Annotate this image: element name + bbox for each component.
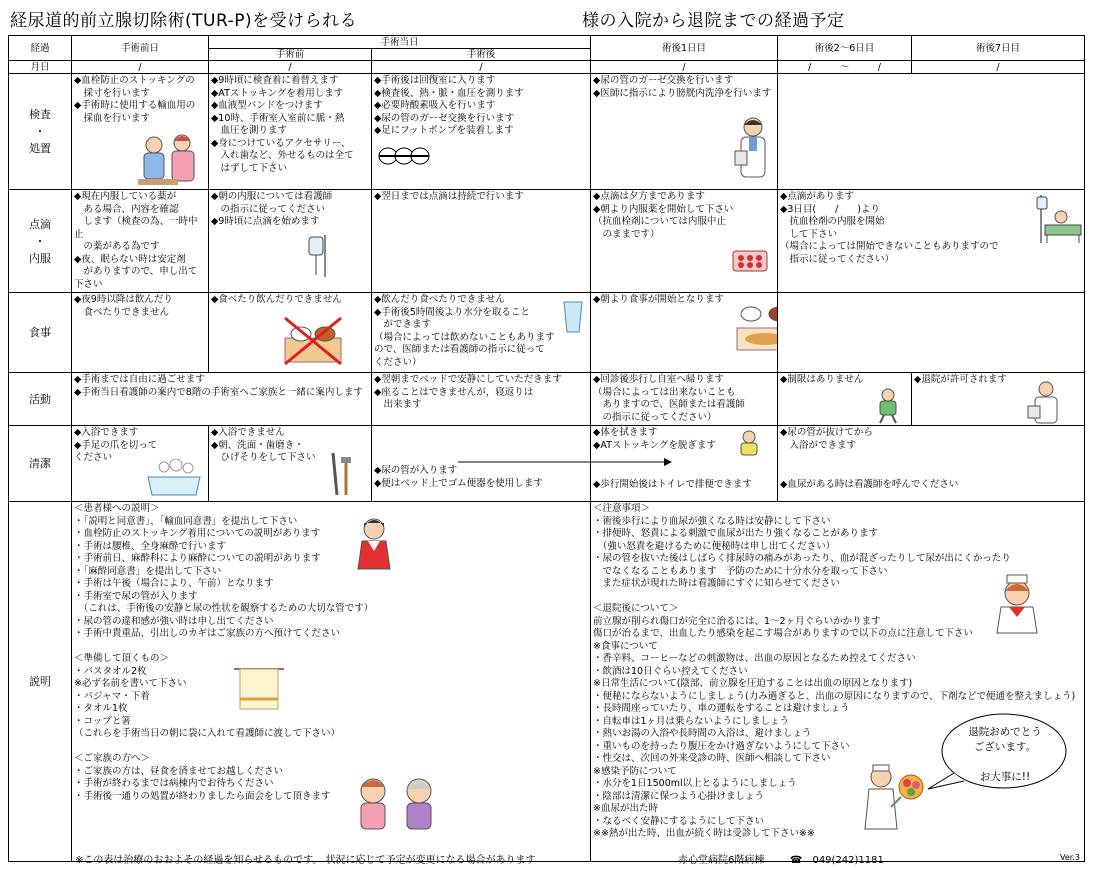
nurse-patient-illustration <box>134 133 204 188</box>
family-illustration <box>349 773 449 831</box>
water-glass-icon <box>562 300 584 334</box>
header-post7: 術後7日目 <box>912 36 1085 61</box>
seiketsu-post2-7-bottom: ◆血尿がある時は看護師を呼んでください <box>780 479 959 490</box>
row-label-kensa: 検査 ・ 処置 <box>29 108 51 155</box>
bubble-message: 退院おめでとう ございます。 お大事に!! <box>968 726 1042 783</box>
date-pre: / <box>72 61 209 74</box>
setsumei-right: ＜注意事項＞ ・術後歩行により血尿が強くなる時は安静にして下さい ・排便時、怒責による刺激で血尿が出たり強くなることがあります （強い怒責を避けるために便秘時は申し出てください） ・尿の管を抜いた後はしばらく排尿時の痛みがあったり、血が混ざったりして尿が出にくかったり でなくなることもあります 予防のために十分水分を取って下さい また症状が現れた時は看護師にすぐに知らせてください ＜退院後について＞ 前立腺が削られ傷口が完全に治るには、1～2ヶ月ぐらいかかります 傷口が治るまで、出血したり感染を起こす場合がありますので以下の点に注意して下さい ※食事について ・香辛料、コーヒーなどの刺激物は、出血の原因となるため控えてください ・飲酒は10日ぐらい控えてください ※日常生活について(陰部、前立腺を圧迫することは出血の原因となります) ・便秘にならないようにしましょう(力み過ぎると、出血の原因になりますので、下剤などで便通を整えましょう) ・長時間座っていたり、車の運転をすることは避けましょう ・自転車は1ヶ月は乗らないようにしましょう ・熱いお湯の入浴や長時間の入浴は、避けましょう ・重いものを持ったり腹圧をかけ過ぎないようにして下さい ・性交は、次回の外来受診の時、医師へ相談して下さい ※感染予防について ・水分を1日1500ml以上とるようにしましょう ・陰部は清潔に保つよう心掛けましょう ※血尿が出た時 ・なるべく安静にするようにして下さい ※※熱が出た時、出血が続く時は受診して下さい※※ <box>593 503 1076 839</box>
patient-bed-illustration <box>1035 195 1083 245</box>
katsudo-post2-6: ◆制限はありません <box>780 374 864 385</box>
iv-drip-icon <box>303 235 333 277</box>
row-label-katsudo: 活動 <box>29 392 51 406</box>
kensa-pre: ◆血栓防止のストッキングの 採寸を行います ◆手術時に使用する輸血用の 採血を行います <box>74 75 196 124</box>
body-wipe-illustration <box>735 429 763 457</box>
kensa-post1: ◆尿の管のガーゼ交換を行います ◆医師に指示により膀胱内洗浄を行います <box>593 75 772 99</box>
nurse-illustration <box>352 515 396 571</box>
tenteki-post1: ◆点滴は夕方まであります ◆朝より内服薬を開始して下さい （抗血栓剤については内服中止 のままです） <box>593 191 734 240</box>
footer-hospital: 赤心堂病院6階病棟 <box>678 855 765 866</box>
document-title: 経尿道的前立腺切除術(TUR-P)を受けられる <box>10 11 358 31</box>
tenteki-post2-7: ◆点滴があります ◆3日目( / )より 抗血栓剤の内服を開始 して下さい （場合によっては開始できないこともありますので 指示に従ってください） <box>780 191 999 265</box>
date-op-before: / <box>209 61 372 74</box>
tenteki-op-after: ◆翌日までは点滴は持続で行います <box>374 191 524 202</box>
row-label-shokuji: 食事 <box>29 326 51 339</box>
catheter-arrow <box>374 418 674 488</box>
meal-tray-illustration <box>733 302 778 352</box>
no-meal-illustration <box>281 314 345 366</box>
row-label-setsumei: 説明 <box>29 675 51 688</box>
seiketsu-op-after: ◆尿の管が入ります ◆便はベッド上でゴム便器を使用します <box>374 465 543 489</box>
header-post1: 術後1日目 <box>591 36 778 61</box>
seiketsu-post1-top: ◆体を拭きます ◆ATストッキングを脱ぎます <box>593 427 716 451</box>
nurse-illustration-right <box>987 573 1047 635</box>
date-label: 月日 <box>9 61 72 74</box>
footer-phone: ☎ 049(242)1181 <box>790 855 884 866</box>
seiketsu-op-before: ◆入浴できません ◆朝、洗面・歯磨き・ ひげそりをして下さい <box>211 427 316 463</box>
shokuji-op-after: ◆飲んだり食べたりできません ◆手術後5時間後より水分を取ること ができます （場合によっては飲めないこともあります ので、医師または看護師の指示に従って ください） <box>374 294 555 368</box>
katsudo-pre-op: ◆手術までは自由に過ごせます ◆手術当日看護師の案内で8階の手術室へご家族と一緒に案内します <box>74 374 363 398</box>
foot-pump-illustration <box>376 145 431 167</box>
shokuji-post1: ◆朝より食事が開始となります <box>593 294 724 305</box>
header-pre-day: 手術前日 <box>72 36 209 61</box>
seiketsu-post2-7-top: ◆尿の管が抜けてから 入浴ができます <box>780 427 873 451</box>
katsudo-post1: ◆回診後歩行し自室へ帰ります （場合によっては出来ないことも ありますので、医師または看護師 の指示に従ってください） <box>593 374 745 423</box>
walking-patient-illustration <box>872 388 904 424</box>
medicine-pills-icon <box>731 249 771 275</box>
header-op-day: 手術当日 <box>209 36 591 49</box>
katsudo-op-after: ◆翌朝までベッドで安静にしていただきます ◆座ることはできませんが，寝返りは 出来ます <box>374 374 562 410</box>
shokuji-op-before: ◆食べたり飲んだりできません <box>211 294 342 305</box>
date-post1: / <box>591 61 778 74</box>
setsumei-left: ＜患者様への説明＞ ・「説明と同意書」、「輸血同意書」を提出して下さい ・血栓防止のストッキング着用についての説明があります ・手術は腰椎、全身麻酔で行います ・手術前日、麻酔科により麻酔についての説明があります ・「麻酔同意書」を提出して下さい ・手術は午後（場合により、午前）となります ・手術室で尿の管が入ります （これは、手術後の安静と尿の性状を観察するための大切な管です） ・尿の管の違和感が強い時は申し出てください ・手術中貴重品、引出しのカギはご家族の方へ預けてください ＜準備して頂くもの＞ ・バスタオル2枚 ※必ず名前を書いて下さい ・パジャマ・下着 ・タオル1枚 ・コップと箸 （これらを手術当日の朝に袋に入れて看護師に渡して下さい） ＜ご家族の方へ＞ ・ご家族の方は、昼食を済ませてお越しください ・手術が終わるまでは病棟内でお待ちください ・手術後一通りの処置が終わりましたら面会をして頂きます <box>74 503 374 802</box>
tenteki-op-before: ◆朝の内服については看護師 の指示に従ってください ◆9時頃に点滴を始めます <box>211 191 333 227</box>
row-label-seiketsu: 清潔 <box>29 457 51 470</box>
katsudo-post7: ◆退院が許可されます <box>914 374 1007 385</box>
kensa-op-before: ◆9時頃に検査着に着替えます ◆ATストッキングを着用します ◆血液型バンドをつけます ◆10時、手術室入室前に脈・熱 血圧を測ります ◆身につけているアクセサリー、 入れ歯など、外せるものは全て はずして下さい <box>211 75 354 174</box>
kensa-op-after: ◆手術後は回復室に入ります ◆検査後、熱・脈・血圧を測ります ◆必要時酸素吸入を行います ◆尿の管のガーゼ交換を行います ◆足にフットポンプを装着します <box>374 75 524 136</box>
seiketsu-pre: ◆入浴できます ◆手足の爪を切って ください <box>74 427 158 463</box>
header-op-before: 手術前 <box>209 49 372 61</box>
date-post7: / <box>912 61 1085 74</box>
date-post2-6: / ～ / <box>778 61 912 74</box>
footer-version: Ver.3 <box>1060 853 1080 862</box>
nurse-bouquet-illustration <box>861 763 941 833</box>
header-op-after: 手術後 <box>372 49 591 61</box>
header-post2-6: 術後2～6日目 <box>778 36 912 61</box>
row-label-tenteki: 点滴 ・ 内服 <box>29 217 51 265</box>
toothbrush-razor-icon <box>327 449 357 497</box>
towel-illustration <box>232 665 286 713</box>
shokuji-pre: ◆夜9時以降は飲んだり 食べたりできません <box>74 294 173 318</box>
tenteki-pre: ◆現在内服している薬が ある場合、内容を確認 します（検査の為、一時中止 の薬がある為です ◆夜、眠らない時は安定剤 がありますので、申し出て下さい <box>74 191 198 290</box>
seiketsu-post1-bottom: ◆歩行開始後はトイレで排便できます <box>593 479 752 490</box>
doctor-illustration <box>731 115 776 185</box>
footer-note: ※この表は治療のおおよその経過を知らせるものです。 状況に応じて予定が変更になる場合があります <box>75 855 536 866</box>
header-keika: 経過 <box>9 36 72 61</box>
date-op-after: / <box>372 61 591 74</box>
doctor-discharge-illustration <box>1026 380 1066 424</box>
document-subtitle: 様の入院から退院までの経過予定 <box>582 11 845 31</box>
bathtub-icon <box>144 459 204 499</box>
